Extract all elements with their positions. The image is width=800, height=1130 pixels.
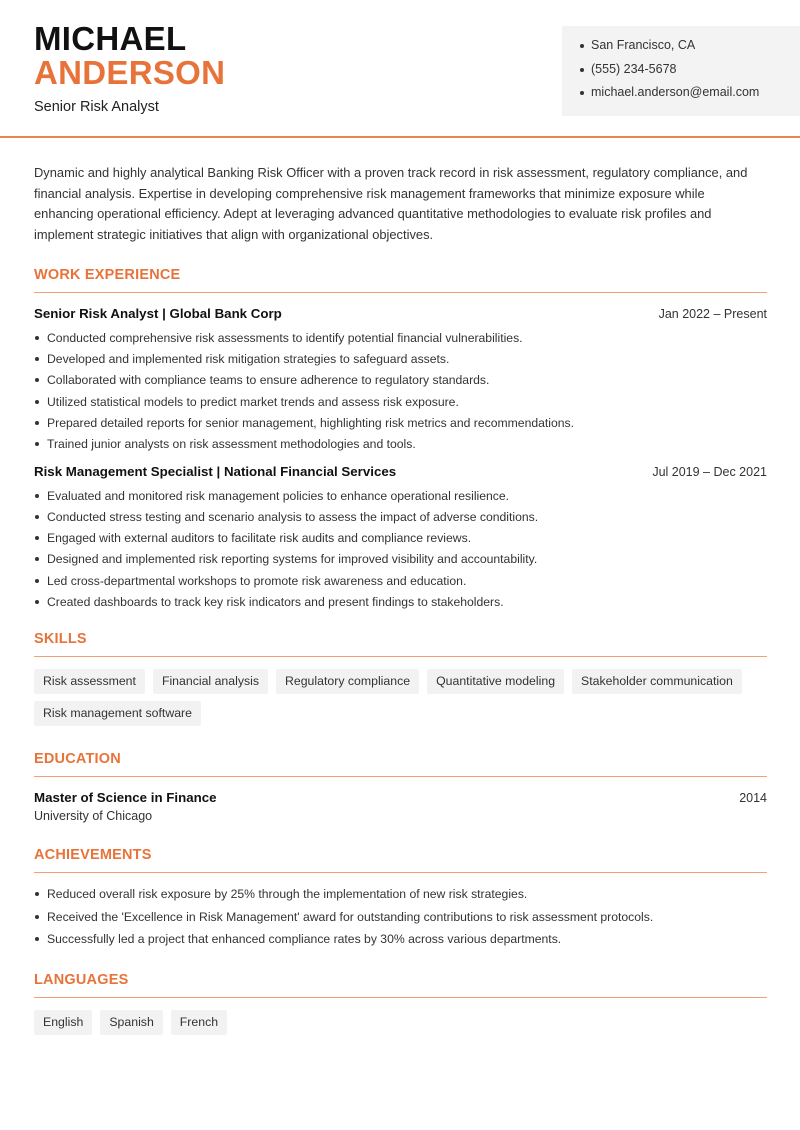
list-item: Created dashboards to track key risk indicators and present findings to stakeholders. [34,594,767,615]
skills-list [34,669,767,726]
section-title-work: WORK EXPERIENCE [34,267,767,293]
graduation-year: 2014 [739,791,767,806]
job-role: Senior Risk Analyst | Global Bank Corp [34,305,282,321]
degree: Master of Science in Finance [34,790,217,806]
contact-box [562,26,800,116]
job-bullets [34,330,767,458]
job-dates: Jul 2019 – Dec 2021 [652,464,767,479]
contact-phone: (555) 234-5678 [580,61,800,85]
skill-chip: Stakeholder communication [572,669,742,694]
list-item: Led cross-departmental workshops to promote risk awareness and education. [34,573,767,594]
skill-chip: Regulatory compliance [276,669,419,694]
list-item: Developed and implemented risk mitigation strategies to safeguard assets. [34,351,767,372]
candidate-name [34,22,225,90]
list-item: Utilized statistical models to predict market trends and assess risk exposure. [34,394,767,415]
skill-chip: Quantitative modeling [427,669,564,694]
list-item: Engaged with external auditors to facilitate risk audits and compliance reviews. [34,530,767,551]
skill-chip: Financial analysis [153,669,268,694]
language-chip: Spanish [100,1010,162,1035]
job-entry [34,306,767,458]
list-item: Conducted stress testing and scenario analysis to assess the impact of adverse conditions. [34,509,767,530]
list-item: Collaborated with compliance teams to ensure adherence to regulatory standards. [34,372,767,393]
summary-paragraph: Dynamic and highly analytical Banking Risk Officer with a proven track record in risk assessment, regulatory compliance, and financial analysis. Expertise in developing comprehensive risk management frameworks that minimize exposure while enhancing operational efficiency. Adept at leveraging advanced quantitative methodologies to evaluate risk profiles and implement strategic initiatives that align with organizational objectives. [34,165,748,243]
list-item: Evaluated and monitored risk management policies to enhance operational resilience. [34,488,767,509]
school-name: University of Chicago [34,809,153,824]
contact-location: San Francisco, CA [580,37,800,61]
skill-chip: Risk assessment [34,669,145,694]
job-title: Senior Risk Analyst [34,99,159,115]
list-item: Reduced overall risk exposure by 25% through the implementation of new risk strategies. [34,886,767,909]
job-dates: Jan 2022 – Present [658,306,767,321]
job-bullets [34,488,767,616]
section-title-languages: LANGUAGES [34,972,767,998]
list-item: Received the 'Excellence in Risk Management' award for outstanding contributions to risk assessment protocols. [34,909,767,932]
job-entry [34,464,767,616]
section-title-education: EDUCATION [34,751,767,777]
skill-chip: Risk management software [34,701,201,726]
job-role: Risk Management Specialist | National Financial Services [34,463,397,479]
first-name: MICHAEL [34,20,187,57]
list-item: Prepared detailed reports for senior management, highlighting risk metrics and recommendations. [34,415,767,436]
list-item: Conducted comprehensive risk assessments to identify potential financial vulnerabilities. [34,330,767,351]
section-title-achievements: ACHIEVEMENTS [34,847,767,873]
list-item: Designed and implemented risk reporting systems for improved visibility and accountability. [34,551,767,572]
section-title-skills: SKILLS [34,631,767,657]
language-chip: French [171,1010,227,1035]
languages-list [34,1010,767,1035]
last-name: ANDERSON [34,54,226,91]
language-chip: English [34,1010,92,1035]
resume-header [0,0,800,138]
education-entry [34,790,767,823]
list-item: Successfully led a project that enhanced compliance rates by 30% across various departments. [34,931,767,954]
achievements-list [34,886,767,954]
resume-body [34,136,767,1035]
list-item: Trained junior analysts on risk assessment methodologies and tools. [34,436,767,457]
contact-email[interactable]: michael.anderson@email.com [580,84,800,108]
